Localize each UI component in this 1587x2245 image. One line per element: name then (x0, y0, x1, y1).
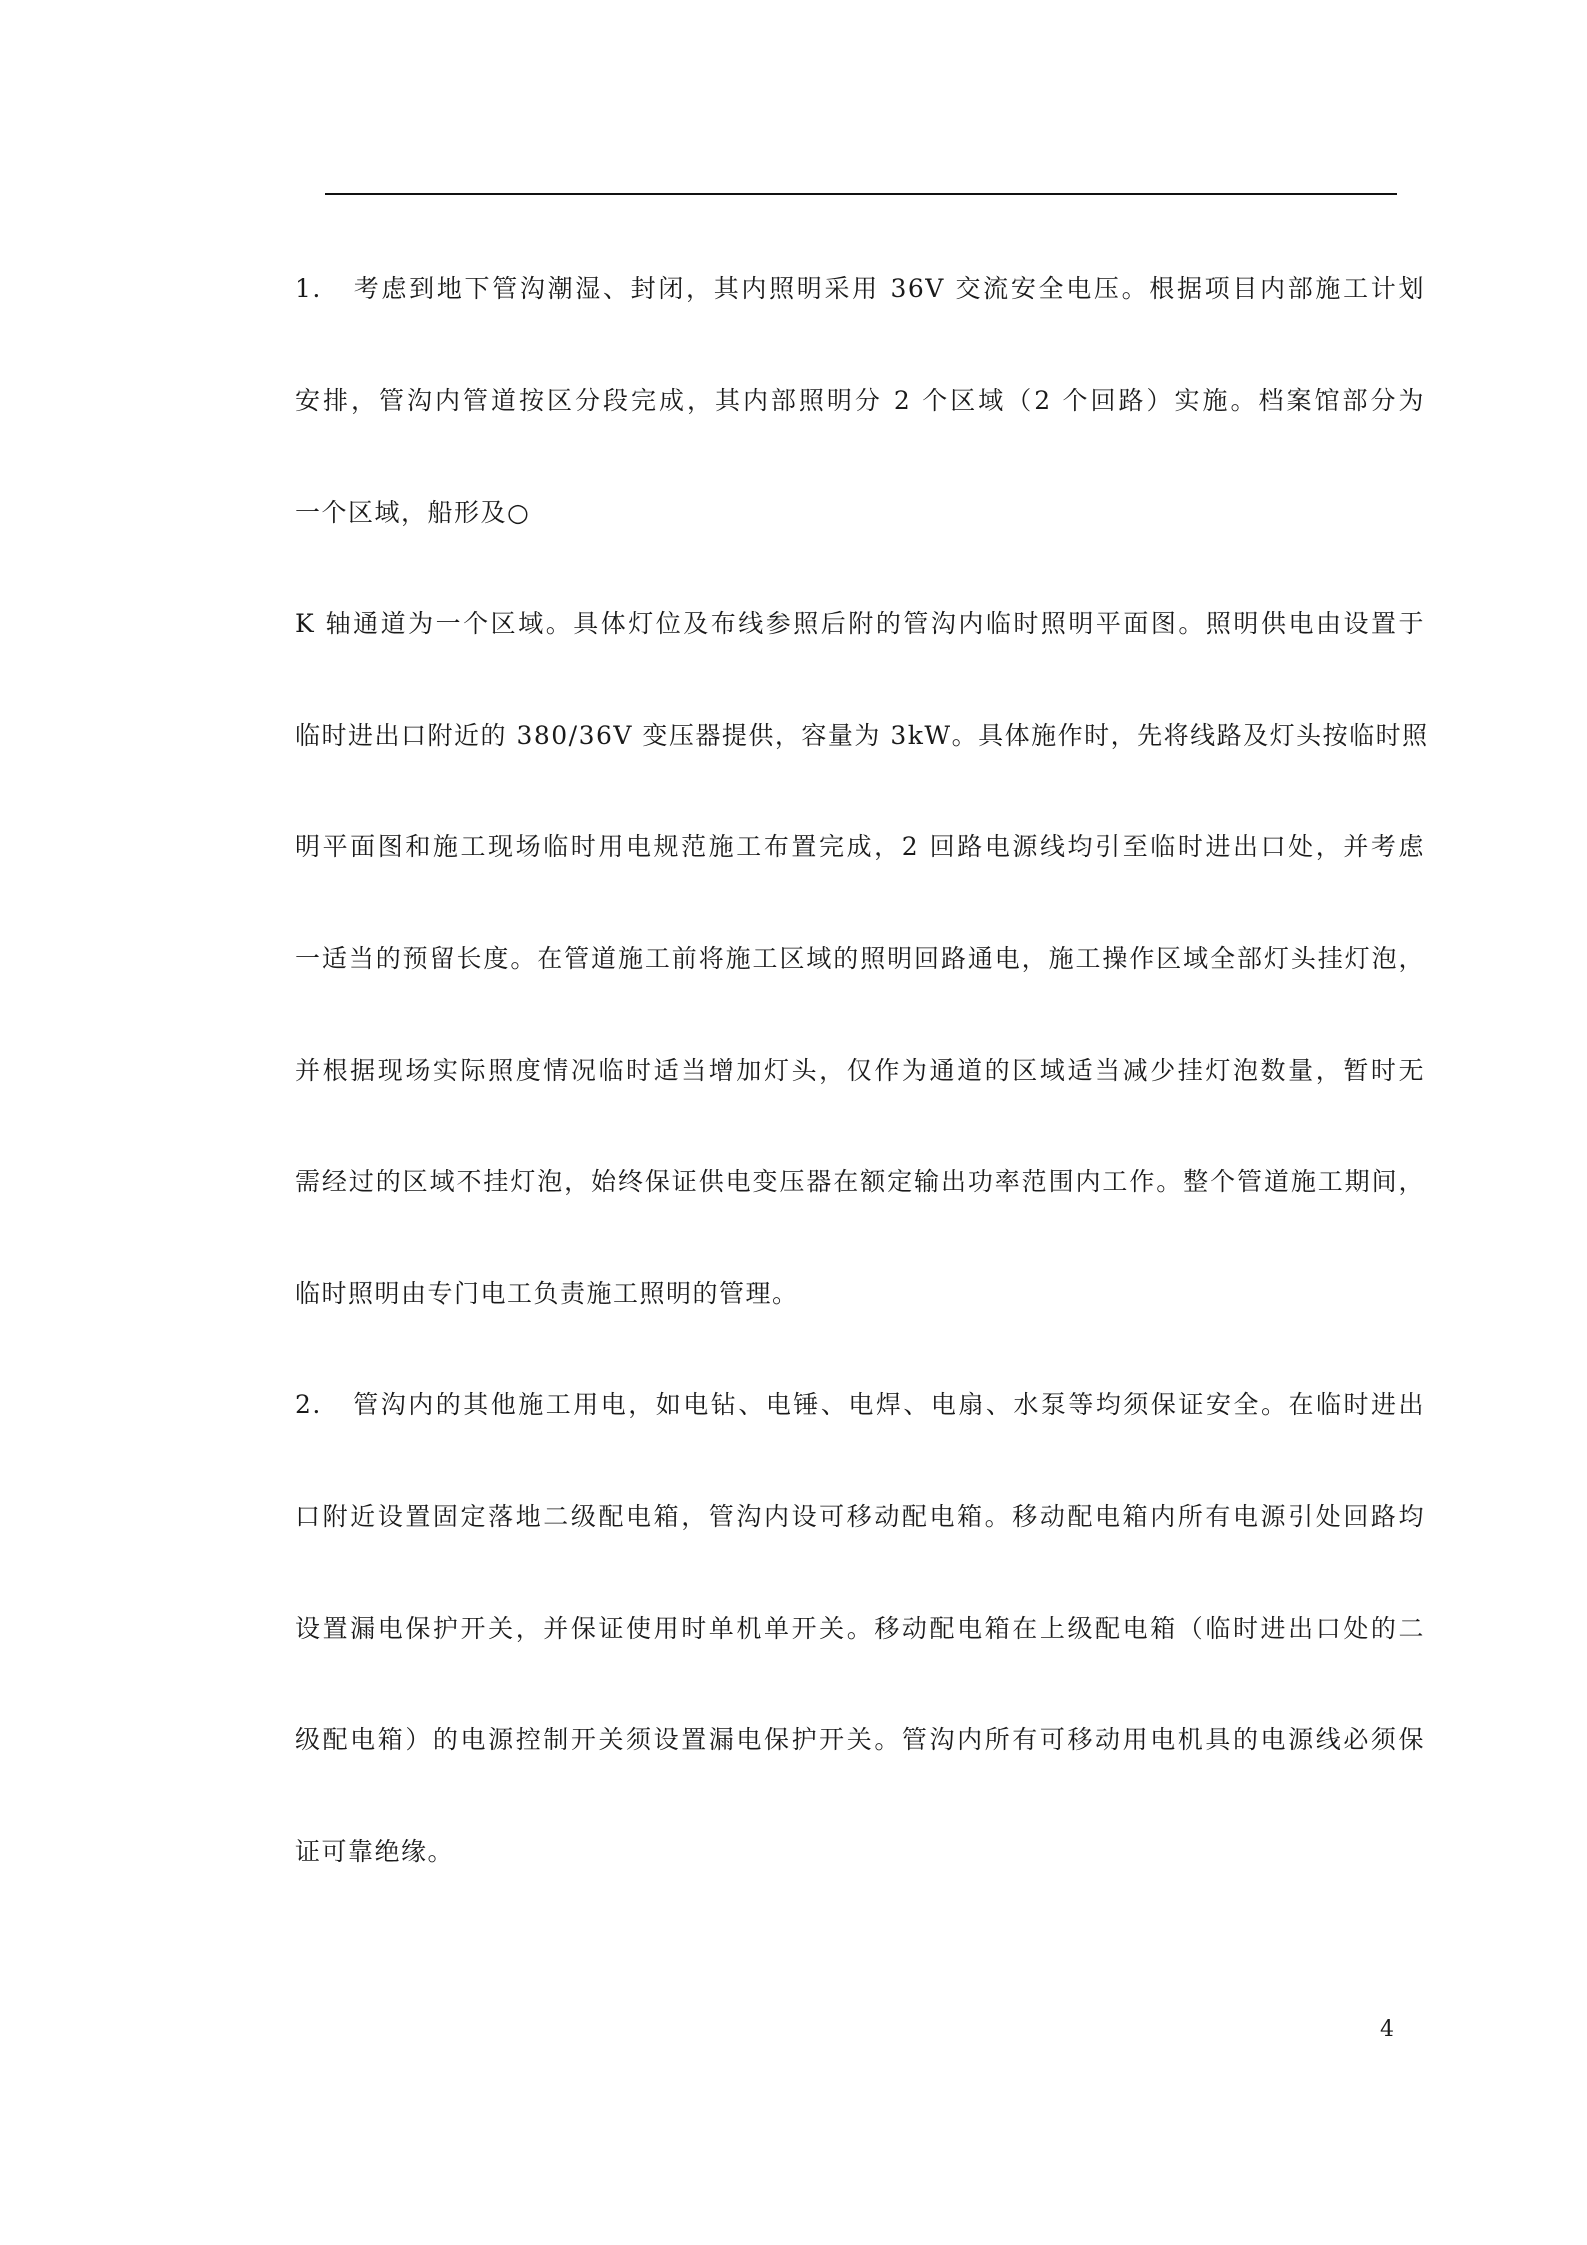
paragraph-1-line-1: 1. 考虑到地下管沟潮湿、封闭，其内照明采用 36V 交流安全电压。根据项目内部施工计划 (295, 274, 1425, 303)
paragraph-1-line-3: 一个区域，船形及○ (295, 498, 531, 527)
paragraph-2-line-2: 口附近设置固定落地二级配电箱，管沟内设可移动配电箱。移动配电箱内所有电源引处回路均 (295, 1502, 1425, 1531)
paragraph-2-line-1: 2. 管沟内的其他施工用电，如电钻、电锤、电焊、电扇、水泵等均须保证安全。在临时进出 (295, 1390, 1425, 1419)
paragraph-2-line-5: 证可靠绝缘。 (295, 1837, 455, 1866)
paragraph-1-line-8: 并根据现场实际照度情况临时适当增加灯头，仅作为通道的区域适当减少挂灯泡数量，暂时无 (295, 1056, 1425, 1085)
paragraph-2-line-4: 级配电箱）的电源控制开关须设置漏电保护开关。管沟内所有可移动用电机具的电源线必须保 (295, 1725, 1425, 1754)
paragraph-1-line-9: 需经过的区域不挂灯泡，始终保证供电变压器在额定输出功率范围内工作。整个管道施工期间， (295, 1167, 1425, 1196)
paragraph-1-line-7: 一适当的预留长度。在管道施工前将施工区域的照明回路通电，施工操作区域全部灯头挂灯泡， (295, 944, 1425, 973)
paragraph-2-line-3: 设置漏电保护开关，并保证使用时单机单开关。移动配电箱在上级配电箱（临时进出口处的二 (295, 1614, 1425, 1643)
header-rule (325, 193, 1397, 195)
paragraph-1-line-10: 临时照明由专门电工负责施工照明的管理。 (295, 1279, 799, 1308)
paragraph-1-line-6: 明平面图和施工现场临时用电规范施工布置完成，2 回路电源线均引至临时进出口处，并考虑 (295, 832, 1425, 861)
paragraph-1-line-4: K 轴通道为一个区域。具体灯位及布线参照后附的管沟内临时照明平面图。照明供电由设置于 (295, 609, 1425, 638)
paragraph-1-line-5: 临时进出口附近的 380/36V 变压器提供，容量为 3kW。具体施作时，先将线路及灯头按临时照 (295, 721, 1429, 750)
page-number: 4 (1380, 2017, 1394, 2042)
paragraph-1-line-2: 安排，管沟内管道按区分段完成，其内部照明分 2 个区域（2 个回路）实施。档案馆部分为 (295, 386, 1425, 415)
